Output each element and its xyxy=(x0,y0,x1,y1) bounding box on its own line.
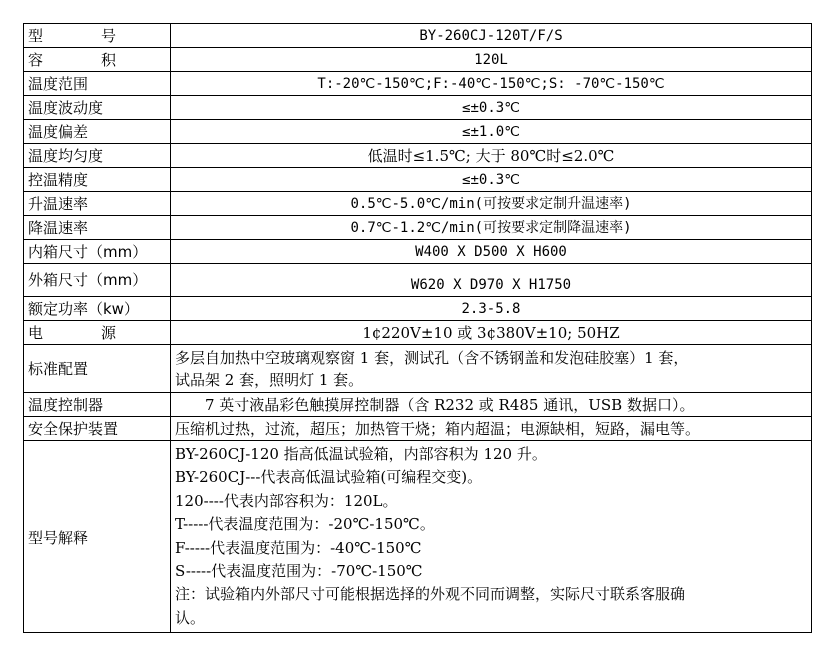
explanation-line-2: BY-260CJ---代表高低温试验箱(可编程交变)。 xyxy=(175,468,483,487)
explanation-line-3: 120----代表内部容积为：120L。 xyxy=(175,491,398,510)
table-row-temp-uniformity xyxy=(24,144,812,168)
label-char: 积 xyxy=(100,50,116,69)
row-value-inner-size: W400 X D500 X H600 xyxy=(171,240,812,264)
row-label-outer-size: 外箱尺寸（mm） xyxy=(24,264,171,297)
row-label-model xyxy=(24,24,171,48)
label-char: 号 xyxy=(100,26,116,45)
table-row-power-supply xyxy=(24,321,812,345)
table-row-temp-range xyxy=(24,72,812,96)
label-char: 源 xyxy=(100,323,116,342)
explanation-line-8: 认。 xyxy=(175,608,206,627)
explanation-line-4: T-----代表温度范围为：-20℃-150℃。 xyxy=(175,515,435,534)
config-line-1: 多层自加热中空玻璃观察窗 1 套，测试孔（含不锈钢盖和发泡硅胶塞）1 套， xyxy=(175,348,689,367)
row-value-standard-config xyxy=(171,345,812,393)
table-row-outer-size xyxy=(24,264,812,297)
row-value-heating-rate: 0.5℃-5.0℃/min(可按要求定制升温速率) xyxy=(171,192,812,216)
row-label-heating-rate: 升温速率 xyxy=(24,192,171,216)
row-value-temp-uniformity: 低温时≤1.5℃; 大于 80℃时≤2.0℃ xyxy=(171,144,812,168)
row-value-cooling-rate: 0.7℃-1.2℃/min(可按要求定制降温速率) xyxy=(171,216,812,240)
row-value-volume: 120L xyxy=(171,48,812,72)
row-value-rated-power: 2.3-5.8 xyxy=(171,297,812,321)
spec-table xyxy=(23,23,812,633)
table-row-rated-power xyxy=(24,297,812,321)
row-value-temp-controller xyxy=(171,393,812,417)
row-value-temp-deviation: ≤±1.0℃ xyxy=(171,120,812,144)
row-label-cooling-rate: 降温速率 xyxy=(24,216,171,240)
row-label-inner-size: 内箱尺寸（mm） xyxy=(24,240,171,264)
explanation-line-5: F-----代表温度范围为：-40℃-150℃ xyxy=(175,538,422,557)
label-char: 电 xyxy=(28,323,44,342)
row-value-control-accuracy: ≤±0.3℃ xyxy=(171,168,812,192)
table-row-temp-controller xyxy=(24,393,812,417)
row-value-outer-size: W620 X D970 X H1750 xyxy=(171,264,812,297)
row-label-standard-config: 标准配置 xyxy=(24,345,171,393)
row-value-temp-range: T:-20℃-150℃;F:-40℃-150℃;S: -70℃-150℃ xyxy=(171,72,812,96)
explanation-line-6: S-----代表温度范围为：-70℃-150℃ xyxy=(175,562,423,581)
row-label-safety: 安全保护装置 xyxy=(24,417,171,441)
temp-controller-text: 7 英寸液晶彩色触摸屏控制器（含 R232 或 R485 通讯，USB 数据口）。 xyxy=(205,395,695,414)
row-label-rated-power: 额定功率（kw） xyxy=(24,297,171,321)
row-label-temp-deviation: 温度偏差 xyxy=(24,120,171,144)
table-row-model-explanation xyxy=(24,441,812,633)
explanation-line-1: BY-260CJ-120 指高低温试验箱，内部容积为 120 升。 xyxy=(175,445,547,463)
row-value-model-explanation xyxy=(171,441,812,633)
table-row-cooling-rate xyxy=(24,216,812,240)
config-line-2: 试品架 2 套，照明灯 1 套。 xyxy=(175,370,364,389)
row-label-temp-controller: 温度控制器 xyxy=(24,393,171,417)
row-label-temp-range: 温度范围 xyxy=(24,72,171,96)
row-label-control-accuracy: 控温精度 xyxy=(24,168,171,192)
row-label-model-explanation: 型号解释 xyxy=(24,441,171,633)
label-char: 容 xyxy=(28,50,44,69)
row-value-safety: 压缩机过热，过流，超压；加热管干烧；箱内超温；电源缺相，短路，漏电等。 xyxy=(171,417,812,441)
table-row-temp-deviation xyxy=(24,120,812,144)
table-row-heating-rate xyxy=(24,192,812,216)
table-row-standard-config xyxy=(24,345,812,393)
label-char: 型 xyxy=(28,26,44,45)
table-row-model xyxy=(24,24,812,48)
table-row-temp-fluctuation xyxy=(24,96,812,120)
row-label-power-supply xyxy=(24,321,171,345)
row-label-volume xyxy=(24,48,171,72)
row-label-temp-uniformity: 温度均匀度 xyxy=(24,144,171,168)
row-value-temp-fluctuation: ≤±0.3℃ xyxy=(171,96,812,120)
table-row-volume xyxy=(24,48,812,72)
explanation-line-7: 注：试验箱内外部尺寸可能根据选择的外观不同而调整，实际尺寸联系客服确 xyxy=(175,585,686,604)
row-value-model: BY-260CJ-120T/F/S xyxy=(171,24,812,48)
row-label-temp-fluctuation: 温度波动度 xyxy=(24,96,171,120)
row-value-power-supply: 1¢220V±10 或 3¢380V±10; 50HZ xyxy=(171,321,812,345)
table-row-inner-size xyxy=(24,240,812,264)
table-row-safety xyxy=(24,417,812,441)
table-row-control-accuracy xyxy=(24,168,812,192)
